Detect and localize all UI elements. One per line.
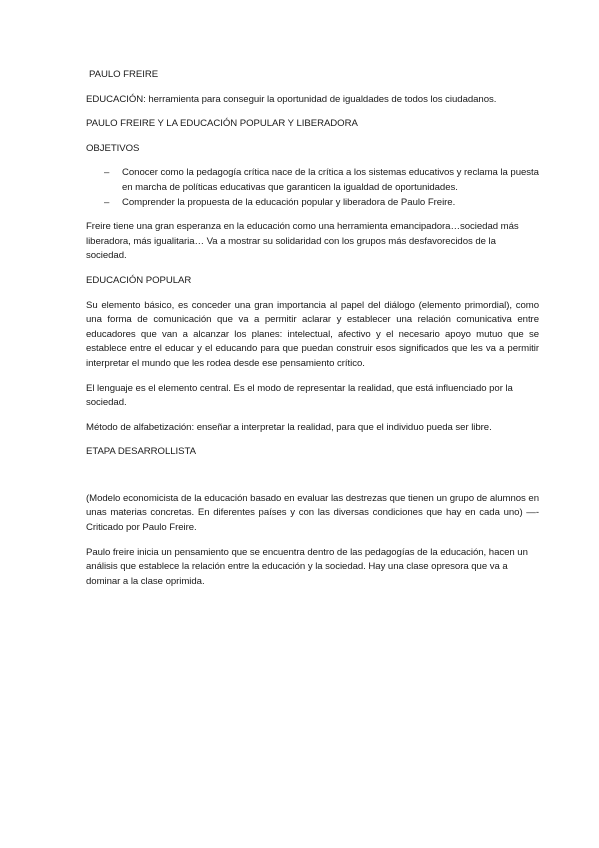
list-item <box>86 196 539 211</box>
paragraph-lenguaje: El lenguaje es el elemento central. Es el modo de representar la realidad, que está influenciado por la sociedad. <box>86 382 513 409</box>
heading-etapa-desarrollista: ETAPA DESARROLLISTA <box>86 446 196 458</box>
paragraph-modelo: (Modelo economicista de la educación basado en evaluar las destrezas que tienen un grupo de alumnos en unas materias concretas. En diferentes países y con las diversas condiciones que hay en cada uno) —- Criticado por Paulo Freire. <box>86 492 539 534</box>
paragraph-freire-esperanza: Freire tiene una gran esperanza en la educación como una herramienta emancipadora…sociedad más liberadora, más igualitaria… Va a mostrar su solidaridad con los grupos más desfavorecidos de la sociedad. <box>86 221 519 262</box>
blank-line <box>86 470 539 492</box>
paragraph-alfabetizacion: Método de alfabetización: enseñar a interpretar la realidad, para que el individuo pueda ser libre. <box>86 421 492 433</box>
list-item-text: Conocer como la pedagogía crítica nace de la crítica a los sistemas educativos y reclama la puesta en marcha de políticas educativas que garanticen la igualdad de oportunidades. <box>122 167 539 193</box>
paragraph-pensamiento: Paulo freire inicia un pensamiento que se encuentra dentro de las pedagogías de la educación, hacen un análisis que establece la relación entre la educación y la sociedad. Hay una clase opresora que va a dominar a la clase oprimida. <box>86 546 528 587</box>
paragraph-dialogo: Su elemento básico, es conceder una gran importancia al papel del diálogo (elemento primordial), como una forma de comunicación que va a permitir aclarar y establecer una relación comunicativa entre educadores que van a alcanzar los planes: intelectual, afectivo y el necesario apoyo mutuo que se establece entre el educar y el educando para que puedan construir esos significados que les va a permitir interpretar el mundo que les rodea desde ese pensamiento crítico. <box>86 299 539 369</box>
dash-bullet: – <box>104 167 110 179</box>
list-item-text: Comprender la propuesta de la educación popular y liberadora de Paulo Freire. <box>122 196 456 208</box>
definition-paragraph: EDUCACIÓN: herramienta para conseguir la oportunidad de igualdades de todos los ciudadanos. <box>86 93 497 105</box>
heading-educacion-popular: EDUCACIÓN POPULAR <box>86 274 192 286</box>
heading-objetivos: OBJETIVOS <box>86 142 140 154</box>
list-item <box>86 166 539 195</box>
document-title: PAULO FREIRE <box>89 69 159 80</box>
dash-bullet: – <box>104 196 110 208</box>
heading-popular-liberadora: PAULO FREIRE Y LA EDUCACIÓN POPULAR Y LIBERADORA <box>86 118 358 130</box>
objetivos-list <box>86 166 539 210</box>
